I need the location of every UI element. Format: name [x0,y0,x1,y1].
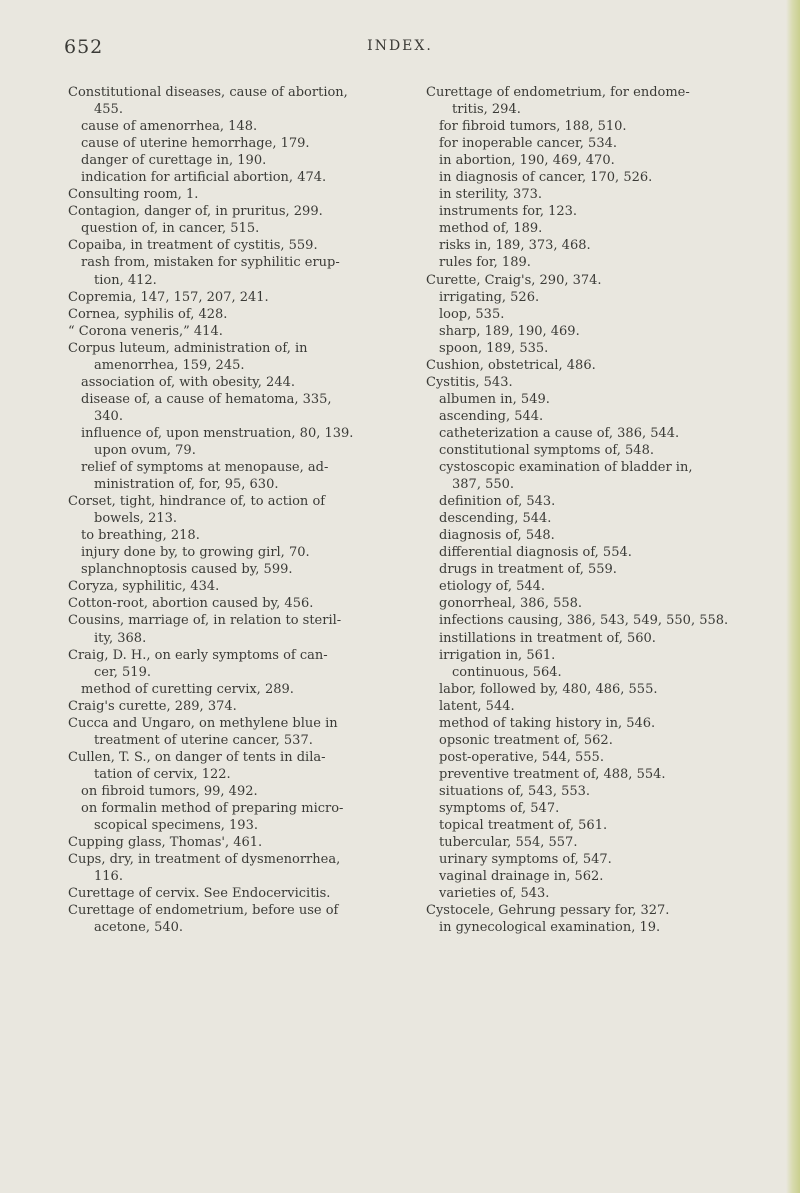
index-entry: differential diagnosis of, 554. [439,545,632,561]
index-entry: danger of curettage in, 190. [81,153,267,169]
index-entry: definition of, 543. [439,494,556,510]
index-entry: cause of uterine hemorrhage, 179. [81,136,310,152]
index-entry: in abortion, 190, 469, 470. [439,153,615,169]
index-entry: rules for, 189. [439,255,531,271]
index-entry: ministration of, for, 95, 630. [94,477,279,493]
index-entry: Corset, tight, hindrance of, to action of [68,494,326,510]
index-entry: scopical specimens, 193. [94,818,258,834]
index-entry: 387, 550. [452,477,515,493]
index-entry: opsonic treatment of, 562. [439,732,613,748]
index-entry: splanchnoptosis caused by, 599. [81,562,293,578]
index-entry: irrigating, 526. [439,289,540,305]
index-entry: labor, followed by, 480, 486, 555. [439,681,658,697]
index-entry: for inoperable cancer, 534. [439,136,618,152]
index-entry: on formalin method of preparing micro- [81,800,344,816]
index-entry: continuous, 564. [452,664,562,680]
index-entry: Cornea, syphilis of, 428. [68,306,228,322]
index-entry: spoon, 189, 535. [439,340,549,356]
index-entry: disease of, a cause of hematoma, 335, [81,391,332,407]
index-entry: Cucca and Ungaro, on methylene blue in [68,715,338,731]
index-entry: in gynecological examination, 19. [439,920,661,936]
index-entry: upon ovum, 79. [94,442,196,458]
index-entry: to breathing, 218. [81,528,200,544]
index-entry: etiology of, 544. [439,579,546,595]
index-entry: indication for artificial abortion, 474. [81,170,327,186]
index-entry: “ Corona veneris,” 414. [68,323,223,339]
index-entry: for fibroid tumors, 188, 510. [439,119,627,135]
index-entry: latent, 544. [439,698,515,714]
index-entry: gonorrheal, 386, 558. [439,596,583,612]
index-entry: rash from, mistaken for syphilitic erup- [81,255,340,271]
index-entry: catheterization a cause of, 386, 544. [439,425,680,441]
index-entry: Cystocele, Gehrung pessary for, 327. [426,903,670,919]
index-entry: tubercular, 554, 557. [439,835,578,851]
index-entry: cystoscopic examination of bladder in, [439,460,693,476]
index-entry: infections causing, 386, 543, 549, 550, 558. [439,613,729,629]
index-entry: descending, 544. [439,511,552,527]
index-entry: Copaiba, in treatment of cystitis, 559. [68,238,318,254]
index-entry: Cupping glass, Thomas', 461. [68,835,263,851]
index-entry: bowels, 213. [94,511,178,527]
index-entry: Craig, D. H., on early symptoms of can- [68,647,328,663]
index-entry: post-operative, 544, 555. [439,749,604,765]
index-entry: on fibroid tumors, 99, 492. [81,783,258,799]
index-entry: amenorrhea, 159, 245. [94,357,245,373]
index-entry: Corpus luteum, administration of, in [68,340,308,356]
index-entry: risks in, 189, 373, 468. [439,238,591,254]
index-entry: Coryza, syphilitic, 434. [68,579,220,595]
index-entry: instillations in treatment of, 560. [439,630,656,646]
index-entry: Craig's curette, 289, 374. [68,698,237,714]
index-column-right [426,84,766,936]
index-entry: situations of, 543, 553. [439,783,591,799]
index-entry: Cousins, marriage of, in relation to steril- [68,613,342,629]
index-entry: vaginal drainage in, 562. [439,869,604,885]
index-entry: topical treatment of, 561. [439,818,608,834]
index-entry: constitutional symptoms of, 548. [439,442,654,458]
page-header [0,36,800,60]
index-entry: Curettage of endometrium, for endome- [426,85,690,100]
index-entry: tation of cervix, 122. [94,766,231,782]
index-entry: tritis, 294. [452,102,521,118]
index-entry: Contagion, danger of, in pruritus, 299. [68,204,323,220]
index-entry: diagnosis of, 548. [439,528,555,544]
index-entry: Constitutional diseases, cause of abortion, [68,85,348,100]
index-entry: drugs in treatment of, 559. [439,562,617,578]
index-entry: Cystitis, 543. [426,374,513,390]
index-entry: loop, 535. [439,306,505,322]
index-entry: method of curetting cervix, 289. [81,681,294,697]
page-edge [786,0,800,1193]
index-entry: ascending, 544. [439,408,544,424]
index-entry: varieties of, 543. [439,886,550,902]
index-entry: Cushion, obstetrical, 486. [426,357,596,373]
index-entry: tion, 412. [94,272,157,288]
index-entry: ity, 368. [94,630,147,646]
index-entry: injury done by, to growing girl, 70. [81,545,310,561]
index-entry: influence of, upon menstruation, 80, 139. [81,425,354,441]
index-entry: 340. [94,408,123,424]
index-entry: acetone, 540. [94,920,184,936]
index-entry: 116. [94,869,123,885]
index-entry: in diagnosis of cancer, 170, 526. [439,170,653,186]
index-entry: Cotton-root, abortion caused by, 456. [68,596,314,612]
index-entry: irrigation in, 561. [439,647,556,663]
index-entry: method of, 189. [439,221,543,237]
index-entry: albumen in, 549. [439,391,550,407]
index-entry: preventive treatment of, 488, 554. [439,766,666,782]
index-entry: symptoms of, 547. [439,800,560,816]
index-entry: instruments for, 123. [439,204,578,220]
index-entry: association of, with obesity, 244. [81,374,295,390]
index-entry: question of, in cancer, 515. [81,221,260,237]
index-entry: 455. [94,102,123,118]
index-entry: Curettage of cervix. See Endocervicitis. [68,886,331,902]
index-entry: relief of symptoms at menopause, ad- [81,460,329,476]
index-entry: urinary symptoms of, 547. [439,852,612,868]
index-entry: Curettage of endometrium, before use of [68,903,339,919]
index-entry: Curette, Craig's, 290, 374. [426,272,602,288]
index-entry: method of taking history in, 546. [439,715,656,731]
index-entry: cause of amenorrhea, 148. [81,119,258,135]
index-entry: in sterility, 373. [439,187,542,203]
index-entry: Copremia, 147, 157, 207, 241. [68,289,269,305]
page-number: 652 [64,36,104,58]
index-entry: Cups, dry, in treatment of dysmenorrhea, [68,852,341,868]
running-title: INDEX. [367,38,433,54]
index-entry: sharp, 189, 190, 469. [439,323,580,339]
index-column-left [68,84,408,936]
index-entry: Cullen, T. S., on danger of tents in dila- [68,749,326,765]
index-entry: treatment of uterine cancer, 537. [94,732,313,748]
index-entry: cer, 519. [94,664,151,680]
index-entry: Consulting room, 1. [68,187,199,203]
